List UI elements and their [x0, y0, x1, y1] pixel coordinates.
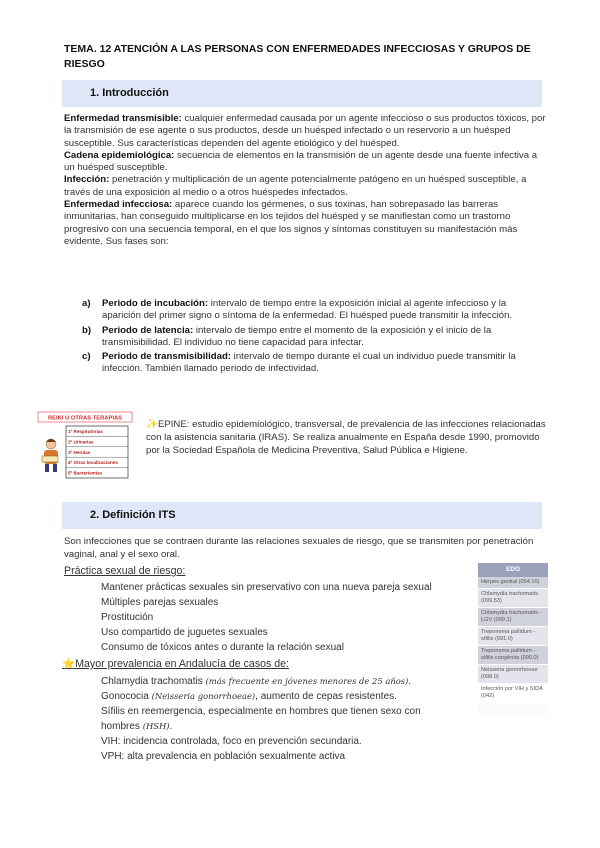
its-intro: Son infecciones que se contraen durante las relaciones sexuales de riesgo, que se transmiten por penetración vaginal, anal y el sexo oral.	[64, 536, 534, 560]
disease-note: (más frecuente en jóvenes menores de 25 años).	[205, 676, 411, 686]
phase-text: intervalo de tiempo durante el cual un individuo puede transmitir la infección. También llamado periodo de infectividad.	[102, 351, 516, 375]
definition-term: Enfermedad infecciosa:	[64, 199, 173, 211]
disease-text: hombres	[101, 721, 143, 732]
epine-term: EPINE:	[157, 419, 190, 430]
section-header-definicion-its	[62, 502, 542, 529]
disease-name: Chlamydia trachomatis	[101, 676, 206, 687]
list-item: Mantener prácticas sexuales sin preservativo con una nueva pareja sexual	[101, 582, 432, 593]
risk-heading: Práctica sexual de riesgo:	[64, 565, 186, 577]
edo-cell: Chlamydia trachomatis - LGV (099.1)	[478, 608, 548, 627]
definitions-block	[64, 113, 546, 248]
list-item	[101, 689, 481, 704]
prevalence-list	[101, 674, 481, 764]
list-item: Múltiples parejas sexuales	[101, 597, 219, 608]
edo-cell: Treponema pallidum - sífilis congénita (090.0)	[478, 646, 548, 665]
definition-text: cualquier enfermedad causada por un agente infeccioso o sus productos tóxicos, por la transmisión de ese agente o sus productos, desde un huésped infectado o un reservorio a un huésped susceptible. Sus características dependen del agente etiológico y del huésped.	[64, 113, 546, 149]
illustration-row: 2º Urinarias	[68, 439, 94, 445]
phase-text: intervalo de tiempo entre la exposición inicial al agente infeccioso y la aparición del primer signo o síntoma de la enfermedad. El huésped puede transmitir la infección.	[102, 298, 513, 322]
definition-term: Enfermedad transmisible:	[64, 113, 182, 124]
epine-illustration	[36, 410, 136, 482]
page-title: TEMA. 12 ATENCIÓN A LAS PERSONAS CON ENFERMEDADES INFECCIOSAS Y GRUPOS DE RIESGO	[64, 43, 531, 70]
illustration-row: 3º Heridas	[68, 449, 91, 455]
phase-term: Periodo de transmisibilidad:	[102, 351, 232, 363]
disease-text: , aumento de cepas resistentes.	[255, 691, 397, 702]
definition-infeccion	[64, 174, 546, 199]
section-label: 2. Definición ITS	[90, 509, 176, 521]
epine-text: estudio epidemiológico, transversal, de prevalencia de las infecciones relacionadas con la asistencia sanitaria (IRAS). Se realiza anualmente en España desde 1990, promovido por la Sociedad Española de Medicina Preventiva, Salud Pública e Higiene.	[146, 419, 546, 456]
list-item: Sífilis en reemergencia, especialmente en hombres que tienen sexo con	[101, 706, 421, 717]
edo-cell: Herpes genital (054.10)	[478, 577, 548, 589]
definition-enfermedad-infecciosa	[64, 199, 546, 248]
phases-list	[82, 298, 546, 378]
phase-term: Periodo de latencia:	[102, 324, 194, 336]
illustration-banner: REIKI U OTRAS TERAPIAS	[47, 415, 123, 422]
list-item	[82, 298, 546, 323]
definition-text: penetración y multiplicación de un agente potencialmente patógeno en un huésped susceptible, a través de una exposición al medio o a otros huéspedes infectados.	[64, 174, 527, 198]
list-item: VIH: incidencia controlada, foco en prevención secundaria.	[101, 736, 362, 747]
risk-list	[101, 580, 461, 655]
list-item	[82, 351, 546, 376]
illustration-row: 1º Respiratorias	[68, 429, 103, 434]
section-header-introduccion	[62, 80, 542, 107]
definition-term: Cadena epidemiológica:	[64, 149, 175, 161]
definition-term: Infección:	[64, 174, 110, 186]
list-item	[101, 674, 481, 689]
edo-cell: Chlamydia trachomatis (099.53)	[478, 589, 548, 608]
disease-name: Gonococia	[101, 691, 152, 702]
star-icon: ⭐	[62, 658, 76, 670]
edo-cell: Neisseria gonorrhoeae (098.0)	[478, 665, 548, 684]
edo-header: EDO	[478, 563, 548, 577]
list-marker: b)	[82, 324, 92, 336]
list-marker: c)	[82, 351, 91, 363]
list-item: Uso compartido de juguetes sexuales	[101, 627, 268, 638]
list-item: Consumo de tóxicos antes o durante la relación sexual	[101, 642, 344, 653]
prevalence-heading	[62, 657, 289, 670]
illustration-row: 4º Otras localizaciones	[68, 460, 118, 466]
phase-term: Periodo de incubación:	[102, 298, 209, 309]
prevalence-heading-text: Mayor prevalencia en Andalucía de casos de:	[75, 658, 289, 670]
disease-note: (HSH).	[142, 721, 173, 731]
list-item: Prostitución	[101, 612, 154, 623]
definition-text: secuencia de elementos en la transmisión de un agente desde una fuente infectiva a un huésped susceptible.	[64, 149, 538, 174]
disease-note: (Neisseria gonorrhoeae)	[151, 691, 256, 701]
section-label: 1. Introducción	[90, 87, 169, 99]
definition-enfermedad-transmisible	[64, 113, 546, 150]
illustration-row: 5º Bacteriemias	[68, 470, 103, 476]
sparkle-icon: ✨	[146, 419, 158, 430]
list-marker: a)	[82, 298, 91, 309]
list-item	[82, 325, 546, 350]
list-item: VPH: alta prevalencia en población sexualmente activa	[101, 751, 346, 762]
edo-table	[478, 563, 548, 715]
definition-text: aparece cuando los gérmenes, o sus toxinas, han sobrepasado las barreras inmunitarias, han conseguido multiplicarse en los tejidos del huésped y se manifiestan como un trastorno progresivo con una secuencia temporal, en el que los signos y síntomas constituyen su manifestación más evidente. Sus fases son:	[64, 199, 518, 247]
edo-cell: Infección por VIH y SIDA (042)	[478, 684, 548, 703]
definition-cadena-epidemiologica	[64, 150, 546, 175]
edo-cell: Treponema pallidum - sífilis (091.0)	[478, 627, 548, 646]
epine-paragraph	[146, 418, 546, 457]
list-item	[101, 719, 481, 734]
phase-text: intervalo de tiempo entre el momento de la exposición y el inicio de la transmisibilidad. El individuo no tiene capacidad para infectar.	[102, 324, 492, 348]
